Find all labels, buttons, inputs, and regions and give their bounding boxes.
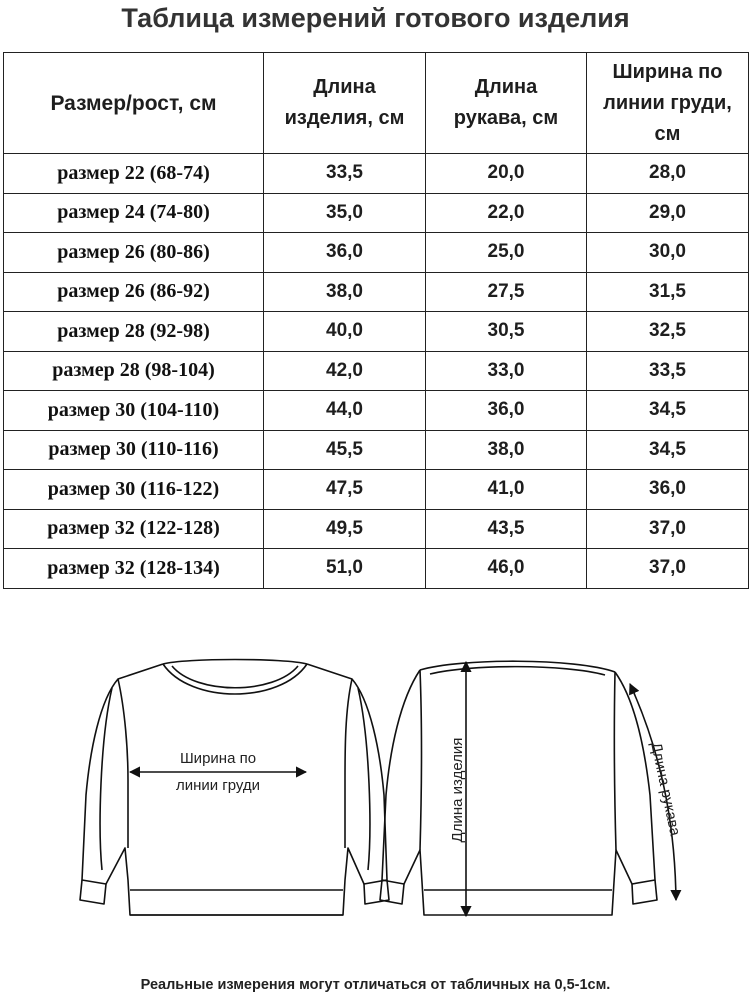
table-row [4,154,749,194]
header-length [264,53,426,154]
cell-sleeve: 46,0 [426,549,587,589]
table-row [4,233,749,273]
cell-length: 42,0 [264,351,426,391]
table-row [4,470,749,510]
cell-size: размер 22 (68-74) [4,154,264,194]
cell-size: размер 30 (110-116) [4,430,264,470]
table-row [4,549,749,589]
length-label: Длина изделия [449,737,466,843]
cell-chest: 37,0 [587,549,749,589]
cell-sleeve: 30,5 [426,312,587,352]
chest-label-line-1: Ширина по [179,750,257,767]
header-sleeve-line-1: Длина [474,76,538,98]
header-chest [587,53,749,154]
table-row [4,351,749,391]
cell-sleeve: 20,0 [426,154,587,194]
cell-length: 36,0 [264,233,426,273]
header-chest-line-1: Ширина по [612,60,723,83]
cell-sleeve: 36,0 [426,391,587,431]
table-row [4,272,749,312]
page-title: Таблица измерений готового изделия [121,3,630,33]
cell-length: 40,0 [264,312,426,352]
header-sleeve [426,53,587,154]
table-row [4,193,749,233]
table-row [4,391,749,431]
header-sleeve-line-2: рукава, см [453,107,559,129]
cell-chest: 34,5 [587,391,749,431]
cell-size: размер 30 (116-122) [4,470,264,510]
cell-sleeve: 22,0 [426,193,587,233]
cell-sleeve: 27,5 [426,272,587,312]
cell-length: 44,0 [264,391,426,431]
footnote: Реальные измерения могут отличаться от табличных на 0,5-1см. [140,977,611,993]
table-row [4,509,749,549]
cell-size: размер 28 (98-104) [4,351,264,391]
cell-size: размер 32 (122-128) [4,509,264,549]
cell-chest: 28,0 [587,154,749,194]
cell-size: размер 24 (74-80) [4,193,264,233]
cell-sleeve: 25,0 [426,233,587,273]
cell-sleeve: 38,0 [426,430,587,470]
cell-chest: 29,0 [587,193,749,233]
header-length-line-1: Длина [313,76,376,98]
cell-chest: 30,0 [587,233,749,273]
header-length-line-2: изделия, см [284,107,405,129]
header-chest-line-3: см [654,122,681,145]
header-chest-line-2: линии груди, [603,91,732,114]
cell-size: размер 26 (86-92) [4,272,264,312]
cell-chest: 37,0 [587,509,749,549]
cell-chest: 32,5 [587,312,749,352]
table-row [4,430,749,470]
cell-size: размер 32 (128-134) [4,549,264,589]
cell-size: размер 26 (80-86) [4,233,264,273]
cell-sleeve: 43,5 [426,509,587,549]
cell-length: 38,0 [264,272,426,312]
cell-size: размер 30 (104-110) [4,391,264,431]
cell-length: 51,0 [264,549,426,589]
cell-sleeve: 33,0 [426,351,587,391]
cell-length: 33,5 [264,154,426,194]
back-sweatshirt-outline [380,661,657,915]
cell-chest: 36,0 [587,470,749,510]
cell-chest: 31,5 [587,272,749,312]
cell-length: 35,0 [264,193,426,233]
cell-chest: 34,5 [587,430,749,470]
cell-length: 45,5 [264,430,426,470]
chest-label-line-2: линии груди [175,777,261,794]
cell-size: размер 28 (92-98) [4,312,264,352]
table-row [4,312,749,352]
header-row [4,53,749,154]
sleeve-label: Длина рукава [647,740,684,838]
cell-chest: 33,5 [587,351,749,391]
header-size: Размер/рост, см [4,53,264,154]
cell-length: 47,5 [264,470,426,510]
cell-length: 49,5 [264,509,426,549]
cell-sleeve: 41,0 [426,470,587,510]
sweatshirt-diagram [0,600,751,970]
size-table [3,52,749,589]
